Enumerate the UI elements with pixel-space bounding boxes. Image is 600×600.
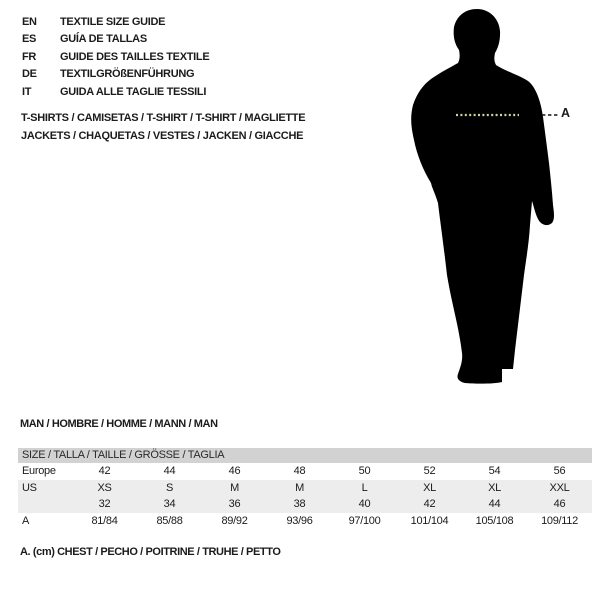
guide-title: GUIDE DES TAILLES TEXTILE <box>60 50 210 63</box>
table-cell: S <box>165 481 174 494</box>
table-cell: 34 <box>163 498 176 511</box>
language-code: ES <box>22 33 37 46</box>
language-item-it <box>22 83 209 101</box>
table-cell: 42 <box>98 465 111 478</box>
table-row-europe <box>18 463 592 480</box>
measurement-footnote: A. (cm) CHEST / PECHO / POITRINE / TRUHE / PETTO <box>20 546 281 558</box>
row-label: US <box>22 481 37 494</box>
table-row-us-numeric <box>18 496 592 513</box>
table-cell: M <box>295 481 304 494</box>
language-item-fr <box>22 48 209 66</box>
table-cell: XL <box>488 481 501 494</box>
table-cell: 32 <box>98 498 111 511</box>
table-cell: 89/92 <box>221 514 248 527</box>
measure-label-a: A <box>561 106 570 120</box>
language-item-en <box>22 13 209 31</box>
table-cell: 42 <box>423 498 436 511</box>
table-cell: 36 <box>228 498 241 511</box>
language-code: IT <box>22 85 32 98</box>
table-cell: 54 <box>488 465 501 478</box>
category-line-jackets: JACKETS / CHAQUETAS / VESTES / JACKEN / GIACCHE <box>21 130 304 142</box>
guide-title: GUIDA ALLE TAGLIE TESSILI <box>60 85 207 98</box>
category-line-tshirts: T-SHIRTS / CAMISETAS / T-SHIRT / T-SHIRT / MAGLIETTE <box>21 112 306 124</box>
man-silhouette-figure <box>395 5 595 390</box>
table-cell: 46 <box>553 498 566 511</box>
table-cell: 44 <box>163 465 176 478</box>
table-cell: 46 <box>228 465 241 478</box>
table-cell: 105/108 <box>475 514 514 527</box>
category-lines <box>21 109 305 145</box>
table-cell: 48 <box>293 465 306 478</box>
size-table <box>18 448 592 529</box>
language-code: DE <box>22 68 37 81</box>
man-silhouette <box>411 9 554 384</box>
table-cell: 40 <box>358 498 371 511</box>
row-label: A <box>22 514 30 527</box>
table-cell: 44 <box>488 498 501 511</box>
table-cell: 85/88 <box>156 514 183 527</box>
table-cell: 56 <box>553 465 566 478</box>
table-cell: 109/112 <box>541 514 578 527</box>
table-cell: 93/96 <box>286 514 313 527</box>
language-guide-list <box>22 13 209 101</box>
table-cell: 52 <box>423 465 436 478</box>
row-label: Europe <box>22 465 56 478</box>
table-cell: 101/104 <box>410 514 449 527</box>
table-cell: XS <box>97 481 112 494</box>
size-table-header: SIZE / TALLA / TAILLE / GRÖSSE / TAGLIA <box>18 448 592 463</box>
table-cell: XXL <box>549 481 570 494</box>
table-row-us-letter <box>18 480 592 497</box>
guide-title: TEXTILGRÖßENFÜHRUNG <box>60 68 195 81</box>
table-cell: L <box>361 481 368 494</box>
guide-title: GUÍA DE TALLAS <box>60 33 147 46</box>
language-item-de <box>22 66 209 84</box>
table-row-chest-a <box>18 513 592 530</box>
language-item-es <box>22 31 209 49</box>
silhouette-svg <box>395 5 595 390</box>
table-cell: 38 <box>293 498 306 511</box>
language-code: EN <box>22 15 37 28</box>
table-cell: M <box>230 481 239 494</box>
table-cell: XL <box>423 481 436 494</box>
table-cell: 97/100 <box>348 514 381 527</box>
table-cell: 50 <box>358 465 371 478</box>
guide-title: TEXTILE SIZE GUIDE <box>60 15 166 28</box>
language-code: FR <box>22 50 37 63</box>
table-cell: 81/84 <box>91 514 118 527</box>
section-title-man: MAN / HOMBRE / HOMME / MANN / MAN <box>20 418 218 430</box>
